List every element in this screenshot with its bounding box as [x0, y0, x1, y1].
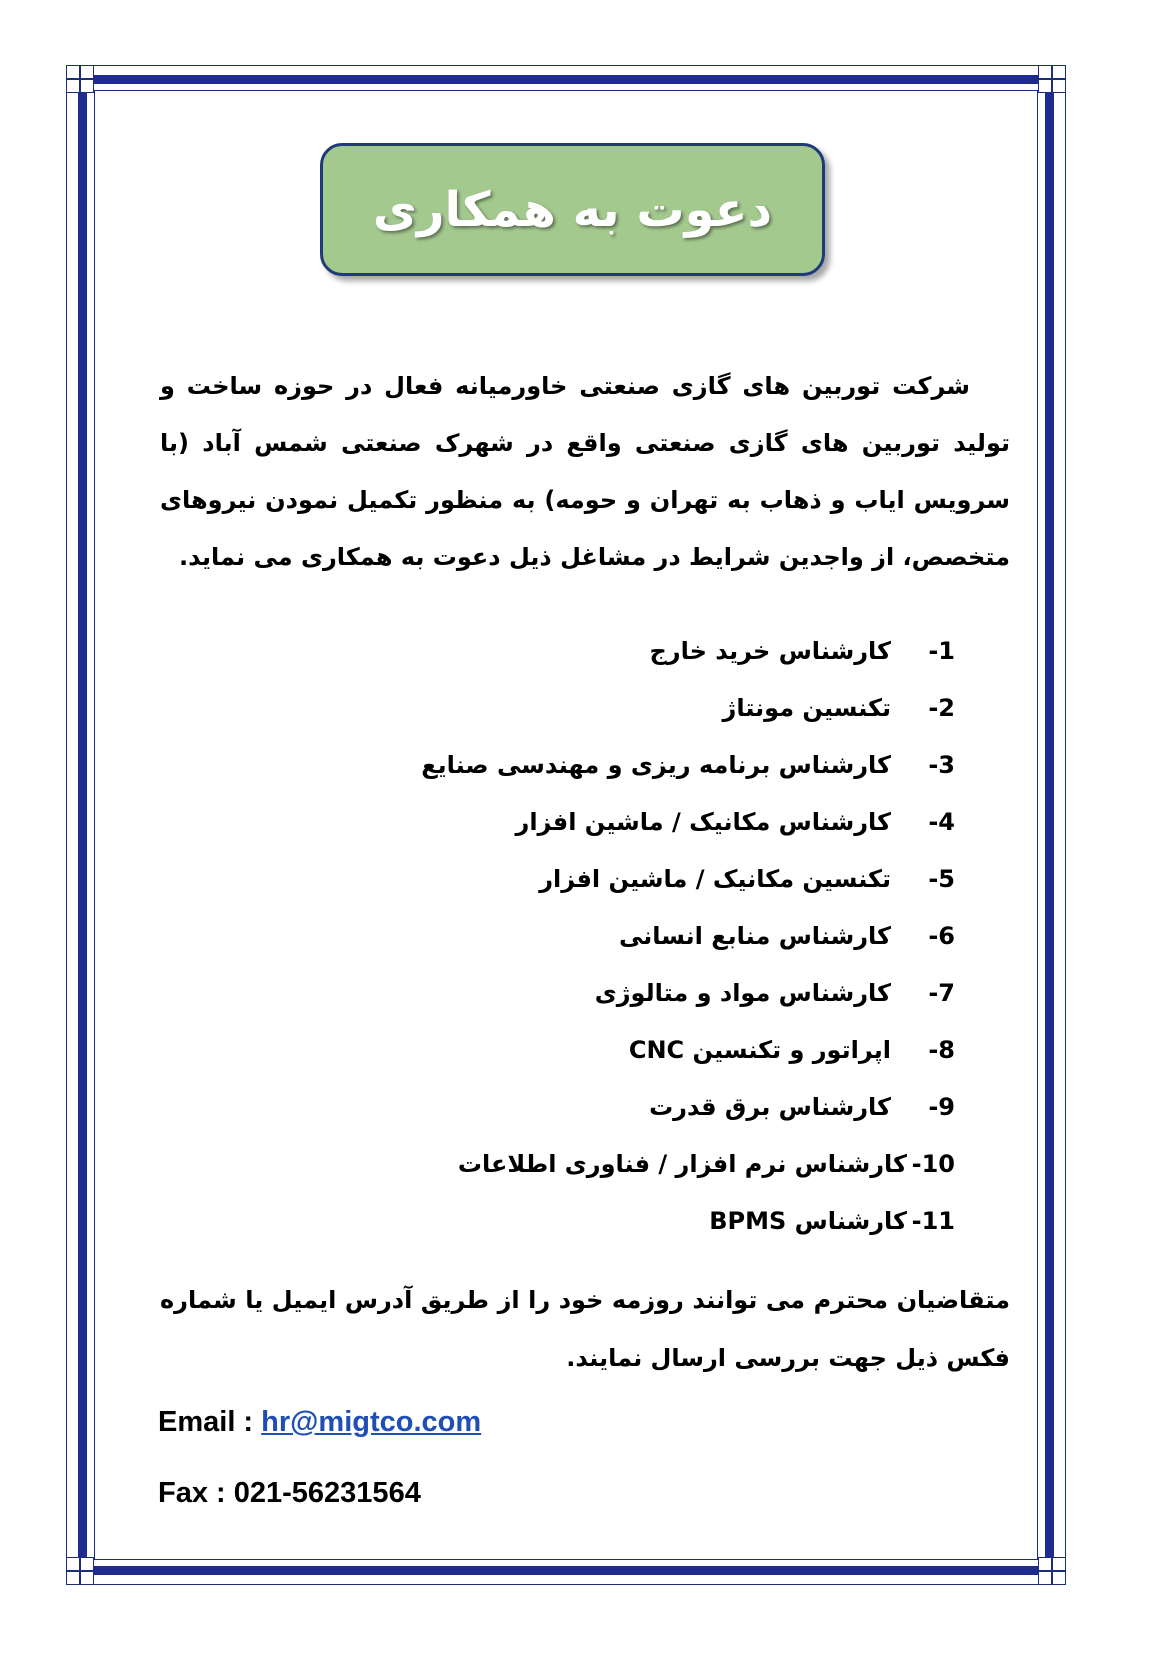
list-item: [315, 1078, 955, 1135]
list-item-number: -8: [928, 1035, 955, 1064]
page-title: دعوت به همکاری: [372, 181, 773, 238]
list-item-label: کارشناس BPMS: [709, 1206, 907, 1235]
list-item: [315, 622, 955, 679]
list-item-number: -1: [928, 636, 955, 665]
job-list: [315, 622, 955, 1249]
list-item: [315, 679, 955, 736]
list-item-label: کارشناس نرم افزار / فناوری اطلاعات: [457, 1149, 907, 1178]
list-item: [315, 964, 955, 1021]
email-link[interactable]: hr@migtco.com: [261, 1406, 482, 1438]
list-item: [315, 1135, 955, 1192]
intro-paragraph: شرکت توربین های گازی صنعتی خاورمیانه فعال در حوزه ساخت و تولید توربین های گازی صنعتی واقع در شهرک صنعتی شمس آباد (با سرویس ایاب و ذهاب به تهران و حومه) به منظور تکمیل نمودن نیروهای متخصص، از واجدین شرایط در مشاغل ذیل دعوت به همکاری می نماید.: [160, 372, 1010, 571]
list-item: [315, 1021, 955, 1078]
list-item-label: کارشناس خرید خارج: [649, 636, 891, 665]
list-item-label: کارشناس برق قدرت: [649, 1092, 891, 1121]
corner-ornament-top-right: [1038, 65, 1066, 93]
list-item-label: کارشناس مکانیک / ماشین افزار: [515, 807, 891, 836]
fax-number: 021-56231564: [233, 1477, 421, 1509]
list-item-number: -3: [928, 750, 955, 779]
title-banner: [320, 143, 825, 276]
list-item: [315, 1192, 955, 1249]
list-item-number: -9: [928, 1092, 955, 1121]
list-item-number: -10: [911, 1149, 955, 1178]
fax-line: [158, 1477, 421, 1510]
email-label: Email :: [158, 1406, 262, 1438]
list-item: [315, 850, 955, 907]
list-item-label: کارشناس مواد و متالوژی: [594, 978, 891, 1007]
application-instructions: متقاضیان محترم می توانند روزمه خود را از طریق آدرس ایمیل یا شماره فکس ذیل جهت بررسی ارسال نمایند.: [160, 1286, 1010, 1372]
list-item-label: تکنسین مکانیک / ماشین افزار: [539, 864, 891, 893]
list-item-label: تکنسین مونتاژ: [722, 693, 891, 722]
corner-ornament-bottom-right: [1038, 1557, 1066, 1585]
corner-ornament-bottom-left: [66, 1557, 94, 1585]
list-item: [315, 907, 955, 964]
list-item-label: کارشناس برنامه ریزی و مهندسی صنایع: [421, 750, 891, 779]
list-item-number: -5: [928, 864, 955, 893]
list-item-number: -4: [928, 807, 955, 836]
list-item-number: -11: [911, 1206, 955, 1235]
list-item-number: -6: [928, 921, 955, 950]
list-item: [315, 793, 955, 850]
corner-ornament-top-left: [66, 65, 94, 93]
list-item-number: -7: [928, 978, 955, 1007]
list-item-number: -2: [928, 693, 955, 722]
list-item-label: کارشناس منابع انسانی: [618, 921, 891, 950]
list-item-label: اپراتور و تکنسین CNC: [628, 1035, 891, 1064]
fax-label: Fax :: [158, 1477, 234, 1509]
list-item: [315, 736, 955, 793]
email-line: [158, 1406, 481, 1439]
